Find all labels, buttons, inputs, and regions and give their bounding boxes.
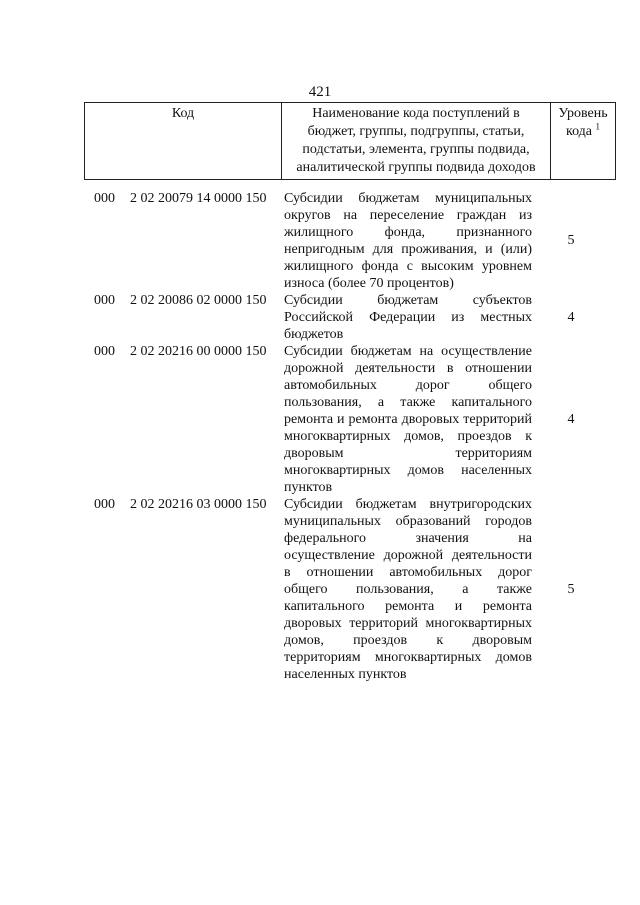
income-name-line: округов на переселение граждан из: [284, 208, 532, 223]
header-name-line: аналитической группы подвида доходов: [296, 160, 536, 175]
table-row: [0, 343, 640, 496]
table-row: [0, 496, 640, 683]
income-code: 2 02 20079 14 0000 150: [130, 191, 267, 206]
income-name-line: износа (более 70 процентов): [284, 276, 454, 291]
income-name-line: муниципальных образований городов: [284, 514, 532, 529]
income-name-line: ремонта и ремонта дворовых территорий: [284, 412, 532, 427]
income-name-line: жилищного фонда, признанного: [284, 225, 532, 240]
code-level: 4: [567, 310, 575, 325]
table-row: [0, 292, 640, 343]
income-name-line: дворовым территориям: [284, 446, 532, 461]
income-name-line: многоквартирных домов, проездов к: [284, 429, 532, 444]
income-name-line: жилищного фонда с высоким уровнем: [284, 259, 532, 274]
income-name: [284, 343, 532, 496]
table-header: [84, 102, 616, 180]
income-name-line: Субсидии бюджетам внутригородских: [284, 497, 532, 512]
income-name-line: населенных пунктов: [284, 667, 407, 682]
income-name-line: многоквартирных домов населенных: [284, 463, 532, 478]
income-name-line: бюджетов: [284, 327, 344, 342]
income-name-line: пользования, а также капитального: [284, 395, 532, 410]
code-level: 5: [567, 582, 575, 597]
income-name-line: Субсидии бюджетам субъектов: [284, 293, 532, 308]
income-name-line: капитального ремонта и ремонта: [284, 599, 532, 614]
income-code: 2 02 20086 02 0000 150: [130, 293, 267, 308]
code-level: 4: [567, 412, 575, 427]
income-name-line: Субсидии бюджетам муниципальных: [284, 191, 532, 206]
code-level: 5: [567, 233, 575, 248]
income-name-line: домов, проездов к дворовым: [284, 633, 532, 648]
header-level-line1: Уровень: [558, 106, 608, 121]
header-level-line2: [554, 123, 612, 141]
income-name-line: осуществление дорожной деятельности: [284, 548, 532, 563]
header-level-text: кода: [565, 124, 593, 139]
income-name: [284, 292, 532, 343]
header-name: [282, 103, 551, 180]
income-name-line: Российской Федерации из местных: [284, 310, 532, 325]
income-name-line: дворовых территорий многоквартирных: [284, 616, 532, 631]
admin-code: 000: [94, 293, 115, 308]
admin-code: 000: [94, 344, 115, 359]
header-level: [551, 103, 616, 180]
header-code: Код: [85, 103, 282, 180]
income-name-line: территориям многоквартирных домов: [284, 650, 532, 665]
header-name-line: бюджет, группы, подгруппы, статьи,: [307, 124, 525, 139]
income-name-line: пунктов: [284, 480, 333, 495]
table-row: [0, 190, 640, 292]
income-name-line: общего пользования, а также: [284, 582, 532, 597]
income-name-line: федерального значения на: [284, 531, 532, 546]
income-code: 2 02 20216 03 0000 150: [130, 497, 267, 512]
admin-code: 000: [94, 497, 115, 512]
income-name: [284, 496, 532, 683]
income-name-line: в отношении автомобильных дорог: [284, 565, 532, 580]
admin-code: 000: [94, 191, 115, 206]
income-code: 2 02 20216 00 0000 150: [130, 344, 267, 359]
income-name-line: дорожной деятельности в отношении: [284, 361, 532, 376]
income-name-line: автомобильных дорог общего: [284, 378, 532, 393]
footnote-marker: 1: [595, 121, 601, 132]
income-name-line: непригодным для проживания, и (или): [284, 242, 532, 257]
income-name: [284, 190, 532, 292]
income-name-line: Субсидии бюджетам на осуществление: [284, 344, 532, 359]
code-rows: [0, 190, 640, 683]
header-name-line: Наименование кода поступлений в: [312, 106, 520, 121]
page-number: 421: [308, 84, 332, 100]
header-name-line: подстатьи, элемента, группы подвида,: [302, 142, 530, 157]
